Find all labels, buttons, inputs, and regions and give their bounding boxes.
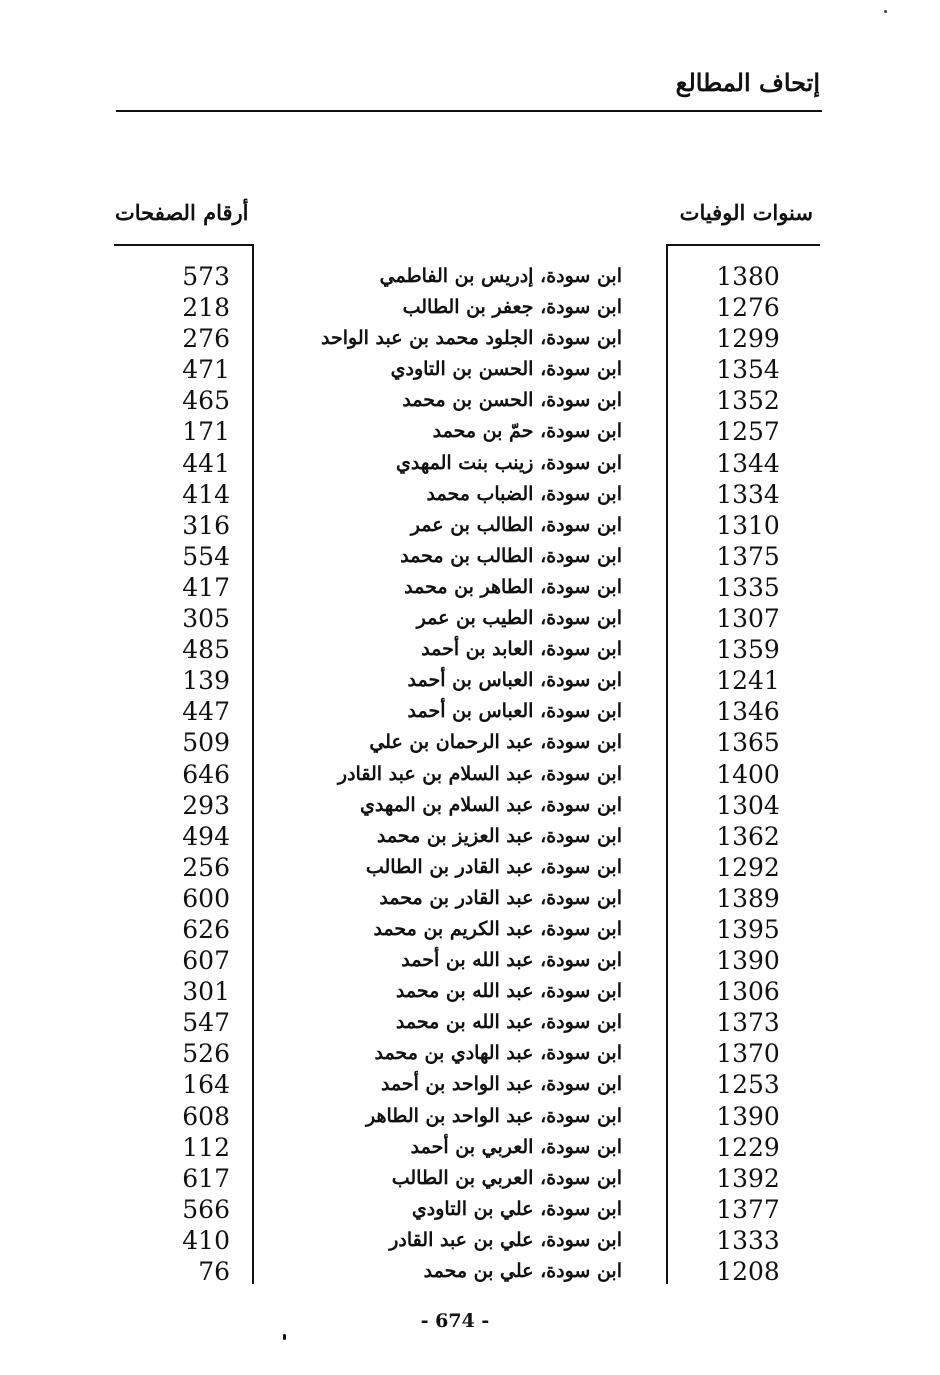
death-year: 1208 bbox=[716, 1257, 780, 1286]
table-row bbox=[0, 976, 940, 1007]
person-name: ابن سودة، العربي بن الطالب bbox=[391, 1166, 622, 1189]
death-year: 1346 bbox=[716, 697, 780, 727]
page-reference: 305 bbox=[182, 604, 230, 634]
person-name: ابن سودة، علي بن التاودي bbox=[411, 1197, 622, 1220]
table-row bbox=[0, 323, 940, 354]
page-reference: 566 bbox=[182, 1194, 230, 1224]
person-name: ابن سودة، عبد الله بن محمد bbox=[395, 980, 622, 1003]
table-row bbox=[0, 883, 940, 914]
person-name: ابن سودة، عبد السلام بن عبد القادر bbox=[337, 762, 622, 785]
table-row bbox=[0, 945, 940, 976]
page-reference: 256 bbox=[182, 852, 230, 882]
person-name: ابن سودة، جعفر بن الطالب bbox=[402, 296, 622, 319]
table-row bbox=[0, 727, 940, 758]
death-year: 1359 bbox=[716, 635, 780, 665]
table-row bbox=[0, 759, 940, 790]
death-year: 1229 bbox=[716, 1132, 780, 1162]
death-year: 1395 bbox=[716, 914, 780, 944]
death-year: 1390 bbox=[716, 946, 780, 976]
page-reference: 547 bbox=[182, 1008, 230, 1038]
table-row bbox=[0, 354, 940, 385]
page-reference: 301 bbox=[182, 977, 230, 1007]
death-year: 1354 bbox=[716, 355, 780, 385]
running-head: إتحاف المطالع bbox=[675, 68, 820, 97]
death-year: 1292 bbox=[716, 852, 780, 882]
table-row bbox=[0, 448, 940, 479]
death-year: 1333 bbox=[716, 1225, 780, 1255]
page-reference: 164 bbox=[182, 1070, 230, 1100]
table-row bbox=[0, 790, 940, 821]
death-year: 1306 bbox=[716, 977, 780, 1007]
page-reference: 573 bbox=[182, 262, 230, 291]
person-name: ابن سودة، عبد الله بن أحمد bbox=[401, 949, 622, 972]
table-row bbox=[0, 1194, 940, 1225]
table-row bbox=[0, 852, 940, 883]
table-row bbox=[0, 634, 940, 665]
death-year: 1253 bbox=[716, 1070, 780, 1100]
page-reference: 600 bbox=[182, 883, 230, 913]
death-year: 1370 bbox=[716, 1039, 780, 1069]
ink-speck bbox=[884, 10, 887, 13]
death-year: 1241 bbox=[716, 666, 780, 696]
table-row bbox=[0, 479, 940, 510]
column-header-pages: أرقام الصفحات bbox=[115, 200, 249, 225]
column-header-years: سنوات الوفيات bbox=[679, 200, 813, 225]
person-name: ابن سودة، العباس بن أحمد bbox=[407, 669, 622, 692]
table-row bbox=[0, 416, 940, 447]
table-row bbox=[0, 1069, 940, 1100]
person-name: ابن سودة، إدريس بن الفاطمي bbox=[379, 265, 622, 287]
page-reference: 276 bbox=[182, 324, 230, 354]
death-year: 1257 bbox=[716, 417, 780, 447]
death-year: 1299 bbox=[716, 324, 780, 354]
page-reference: 494 bbox=[182, 821, 230, 851]
table-row bbox=[0, 1163, 940, 1194]
person-name: ابن سودة، عبد الله بن محمد bbox=[395, 1011, 622, 1034]
page-reference: 112 bbox=[182, 1132, 230, 1162]
death-year: 1304 bbox=[716, 790, 780, 820]
table-row bbox=[0, 696, 940, 727]
person-name: ابن سودة، عبد الكريم بن محمد bbox=[373, 917, 622, 940]
years-column-rule-horizontal bbox=[667, 244, 820, 246]
page-reference: 554 bbox=[182, 541, 230, 571]
death-year: 1310 bbox=[716, 510, 780, 540]
page-number: - 674 - bbox=[420, 1310, 490, 1332]
table-row bbox=[0, 1132, 940, 1163]
death-year: 1352 bbox=[716, 386, 780, 416]
death-year: 1344 bbox=[716, 448, 780, 478]
index-table bbox=[0, 261, 940, 1287]
person-name: ابن سودة، الحسن بن محمد bbox=[402, 389, 622, 412]
page-reference: 646 bbox=[182, 759, 230, 789]
person-name: ابن سودة، عبد العزيز بن محمد bbox=[376, 824, 622, 847]
person-name: ابن سودة، عبد الواحد بن الطاهر bbox=[365, 1104, 622, 1127]
person-name: ابن سودة، عبد الرحمان بن علي bbox=[369, 731, 622, 754]
person-name: ابن سودة، الطالب بن محمد bbox=[400, 544, 622, 567]
pages-column-rule-horizontal bbox=[114, 244, 254, 246]
table-row bbox=[0, 510, 940, 541]
ink-speck bbox=[283, 1334, 286, 1340]
table-row bbox=[0, 1007, 940, 1038]
person-name: ابن سودة، علي بن عبد القادر bbox=[389, 1228, 622, 1251]
page-reference: 509 bbox=[182, 728, 230, 758]
table-row bbox=[0, 821, 940, 852]
death-year: 1380 bbox=[716, 262, 780, 291]
death-year: 1373 bbox=[716, 1008, 780, 1038]
page-reference: 417 bbox=[182, 572, 230, 602]
table-row bbox=[0, 292, 940, 323]
death-year: 1335 bbox=[716, 572, 780, 602]
person-name: ابن سودة، علي بن محمد bbox=[423, 1260, 622, 1282]
table-row bbox=[0, 914, 940, 945]
person-name: ابن سودة، زينب بنت المهدي bbox=[396, 451, 622, 474]
death-year: 1392 bbox=[716, 1163, 780, 1193]
page-reference: 139 bbox=[182, 666, 230, 696]
person-name: ابن سودة، العابد بن أحمد bbox=[421, 638, 622, 661]
death-year: 1390 bbox=[716, 1101, 780, 1131]
person-name: ابن سودة، عبد الهادي بن محمد bbox=[374, 1042, 622, 1065]
person-name: ابن سودة، الطالب بن عمر bbox=[410, 513, 622, 536]
page-reference: 607 bbox=[182, 946, 230, 976]
header-rule bbox=[116, 110, 822, 112]
person-name: ابن سودة، عبد القادر بن محمد bbox=[379, 886, 622, 909]
death-year: 1365 bbox=[716, 728, 780, 758]
death-year: 1377 bbox=[716, 1194, 780, 1224]
page-reference: 526 bbox=[182, 1039, 230, 1069]
page-reference: 626 bbox=[182, 914, 230, 944]
page-reference: 316 bbox=[182, 510, 230, 540]
page-reference: 608 bbox=[182, 1101, 230, 1131]
table-row bbox=[0, 541, 940, 572]
person-name: ابن سودة، الجلود محمد بن عبد الواحد bbox=[321, 327, 622, 350]
table-row bbox=[0, 1101, 940, 1132]
death-year: 1276 bbox=[716, 293, 780, 323]
page-reference: 171 bbox=[182, 417, 230, 447]
page-reference: 465 bbox=[182, 386, 230, 416]
table-row bbox=[0, 665, 940, 696]
person-name: ابن سودة، عبد السلام بن المهدي bbox=[360, 793, 622, 816]
person-name: ابن سودة، الضباب محمد bbox=[426, 482, 622, 505]
table-row bbox=[0, 603, 940, 634]
page-reference: 485 bbox=[182, 635, 230, 665]
person-name: ابن سودة، الطاهر بن محمد bbox=[404, 575, 622, 598]
page-reference: 471 bbox=[182, 355, 230, 385]
person-name: ابن سودة، العربي بن أحمد bbox=[410, 1135, 622, 1158]
person-name: ابن سودة، الطيب بن عمر bbox=[416, 607, 622, 630]
table-row bbox=[0, 1256, 940, 1287]
page-reference: 218 bbox=[182, 293, 230, 323]
death-year: 1334 bbox=[716, 479, 780, 509]
person-name: ابن سودة، عبد الواحد بن أحمد bbox=[380, 1073, 622, 1096]
table-row bbox=[0, 1038, 940, 1069]
page-reference: 414 bbox=[182, 479, 230, 509]
table-row bbox=[0, 1225, 940, 1256]
person-name: ابن سودة، حمّ بن محمد bbox=[432, 420, 622, 443]
page-reference: 441 bbox=[182, 448, 230, 478]
table-row bbox=[0, 261, 940, 292]
person-name: ابن سودة، العباس بن أحمد bbox=[407, 700, 622, 723]
death-year: 1389 bbox=[716, 883, 780, 913]
death-year: 1375 bbox=[716, 541, 780, 571]
death-year: 1400 bbox=[716, 759, 780, 789]
death-year: 1307 bbox=[716, 604, 780, 634]
person-name: ابن سودة، عبد القادر بن الطالب bbox=[365, 855, 622, 878]
person-name: ابن سودة، الحسن بن التاودي bbox=[390, 358, 622, 381]
table-row bbox=[0, 385, 940, 416]
page-reference: 447 bbox=[182, 697, 230, 727]
page-reference: 293 bbox=[182, 790, 230, 820]
page-reference: 76 bbox=[198, 1257, 230, 1286]
page-reference: 410 bbox=[182, 1225, 230, 1255]
page-reference: 617 bbox=[182, 1163, 230, 1193]
death-year: 1362 bbox=[716, 821, 780, 851]
table-row bbox=[0, 572, 940, 603]
